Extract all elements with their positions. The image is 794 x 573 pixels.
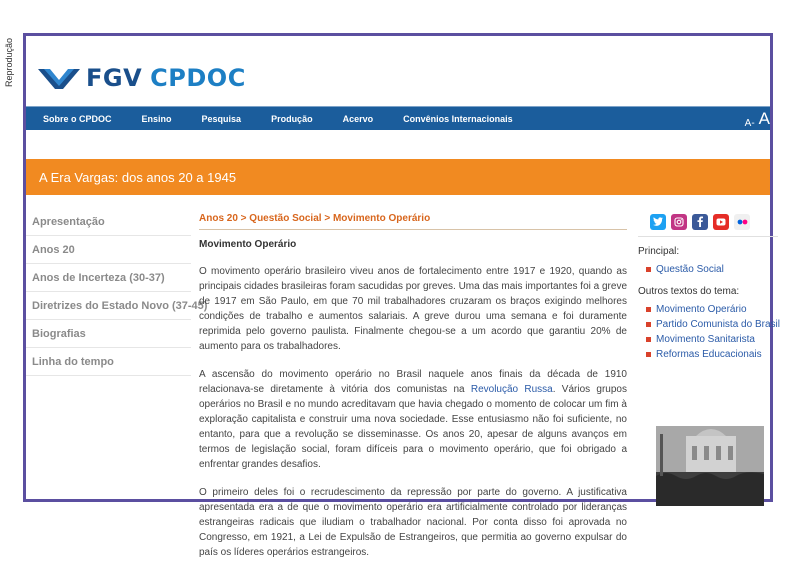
main-content xyxy=(199,208,627,573)
facebook-icon[interactable] xyxy=(692,214,708,230)
link-movimento-operario[interactable] xyxy=(638,302,778,317)
link-reformas-educacionais[interactable] xyxy=(638,347,778,362)
link-questao-social[interactable] xyxy=(638,262,778,277)
image-credit: Reprodução xyxy=(4,38,14,88)
flickr-icon[interactable] xyxy=(734,214,750,230)
sidebar-item-apresentacao[interactable]: Apresentação xyxy=(26,208,191,236)
sidebar-item-biografias[interactable]: Biografias xyxy=(26,320,191,348)
font-size-controls xyxy=(745,107,770,131)
link-label: Partido Comunista do Brasil xyxy=(656,319,780,330)
article-title: Movimento Operário xyxy=(199,239,297,250)
sidebar-item-estado-novo[interactable]: Diretrizes do Estado Novo (37-45) xyxy=(26,292,191,320)
sidebar-item-anos-incerteza[interactable]: Anos de Incerteza (30-37) xyxy=(26,264,191,292)
nav-producao[interactable]: Produção xyxy=(271,113,313,124)
article-paragraph: O primeiro deles foi o recrudescimento da repressão por parte do governo. A justificativa apresentada era a de que o movimento operário era artificialmente controlado por lideranças estrangeiras radicais que iludiam o trabalhador nacional. Por conta disso foi aprovada no Congresso, em 1921, a Lei de Expulsão de Estrangeiros, que permitia ao governo expulsar do país os líderes operários estrangeiros. xyxy=(199,487,627,558)
font-decrease-button[interactable]: A- xyxy=(744,118,755,129)
nav-acervo[interactable]: Acervo xyxy=(342,113,374,124)
right-sidebar xyxy=(638,208,778,362)
twitter-icon[interactable] xyxy=(650,214,666,230)
social-links xyxy=(638,208,778,237)
sidebar xyxy=(26,208,208,376)
site-header xyxy=(26,36,770,106)
sidebar-item-anos-20[interactable]: Anos 20 xyxy=(26,236,191,264)
bullet-icon xyxy=(646,352,651,357)
outros-label: Outros textos do tema: xyxy=(638,286,740,297)
link-label: Questão Social xyxy=(656,264,724,275)
bullet-icon xyxy=(646,337,651,342)
paragraph-text: A ascensão do movimento operário no Brasil naquele anos finais da década de 1910 relacionava-se diretamente à vitória dos comunistas na xyxy=(199,369,627,395)
sidebar-item-linha-tempo[interactable]: Linha do tempo xyxy=(26,348,191,376)
breadcrumb[interactable]: Anos 20 > Questão Social > Movimento Operário xyxy=(199,208,627,230)
principal-label: Principal: xyxy=(638,246,680,257)
browser-frame xyxy=(23,33,780,558)
fgv-chevron-logo-icon xyxy=(38,67,80,89)
link-label: Movimento Sanitarista xyxy=(656,334,755,345)
link-movimento-sanitarista[interactable] xyxy=(638,332,778,347)
nav-sobre[interactable]: Sobre o CPDOC xyxy=(43,113,112,124)
youtube-icon[interactable] xyxy=(713,214,729,230)
bullet-icon xyxy=(646,322,651,327)
logo-cpdoc-text: CPDOC xyxy=(150,64,246,92)
link-label: Movimento Operário xyxy=(656,304,747,315)
article-paragraph xyxy=(199,367,627,472)
bullet-icon xyxy=(646,307,651,312)
instagram-icon[interactable] xyxy=(671,214,687,230)
link-revolucao-russa[interactable]: Revolução Russa xyxy=(470,384,553,395)
site-logo[interactable] xyxy=(38,62,246,94)
font-increase-button[interactable]: A xyxy=(758,109,770,128)
historical-photo[interactable] xyxy=(656,426,764,506)
nav-ensino[interactable]: Ensino xyxy=(141,113,172,124)
paragraph-text: . Vários grupos operários no Brasil e no mundo acreditavam que havia chegado o momento de colocar um fim à exploração capitalista e construir uma nova sociedade. Esse entusiasmo não foi suficiente, no entanto, para que a revolução se disseminasse. Os anos 20, apesar de alguns avanços em termos de legislação social, foram difíceis para o movimento operário, que foi obrigado a enfrentar grandes desafios. xyxy=(199,384,627,470)
bullet-icon xyxy=(646,267,651,272)
main-nav xyxy=(26,106,770,130)
article-paragraph: O movimento operário brasileiro viveu anos de fortalecimento entre 1917 e 1920, quando as principais cidades brasileiras foram sacudidas por greves. Uma das mais importantes foi a greve de 1917 em São Paulo, em que 70 mil trabalhadores cruzaram os braços exigindo melhores condições de trabalho e aumentos salariais. A greve durou uma semana e foi duramente reprimida pelo governo paulista. Finalmente chegou-se a um acordo que garantiu 20% de aumento para os trabalhadores. xyxy=(199,266,627,352)
section-banner xyxy=(26,159,770,195)
nav-convenios[interactable]: Convênios Internacionais xyxy=(403,113,513,124)
banner-title: A Era Vargas: dos anos 20 a 1945 xyxy=(39,169,237,185)
link-partido-comunista[interactable] xyxy=(638,317,778,332)
logo-fgv-text: FGV xyxy=(86,64,143,92)
nav-pesquisa[interactable]: Pesquisa xyxy=(201,113,242,124)
link-label: Reformas Educacionais xyxy=(656,349,762,360)
